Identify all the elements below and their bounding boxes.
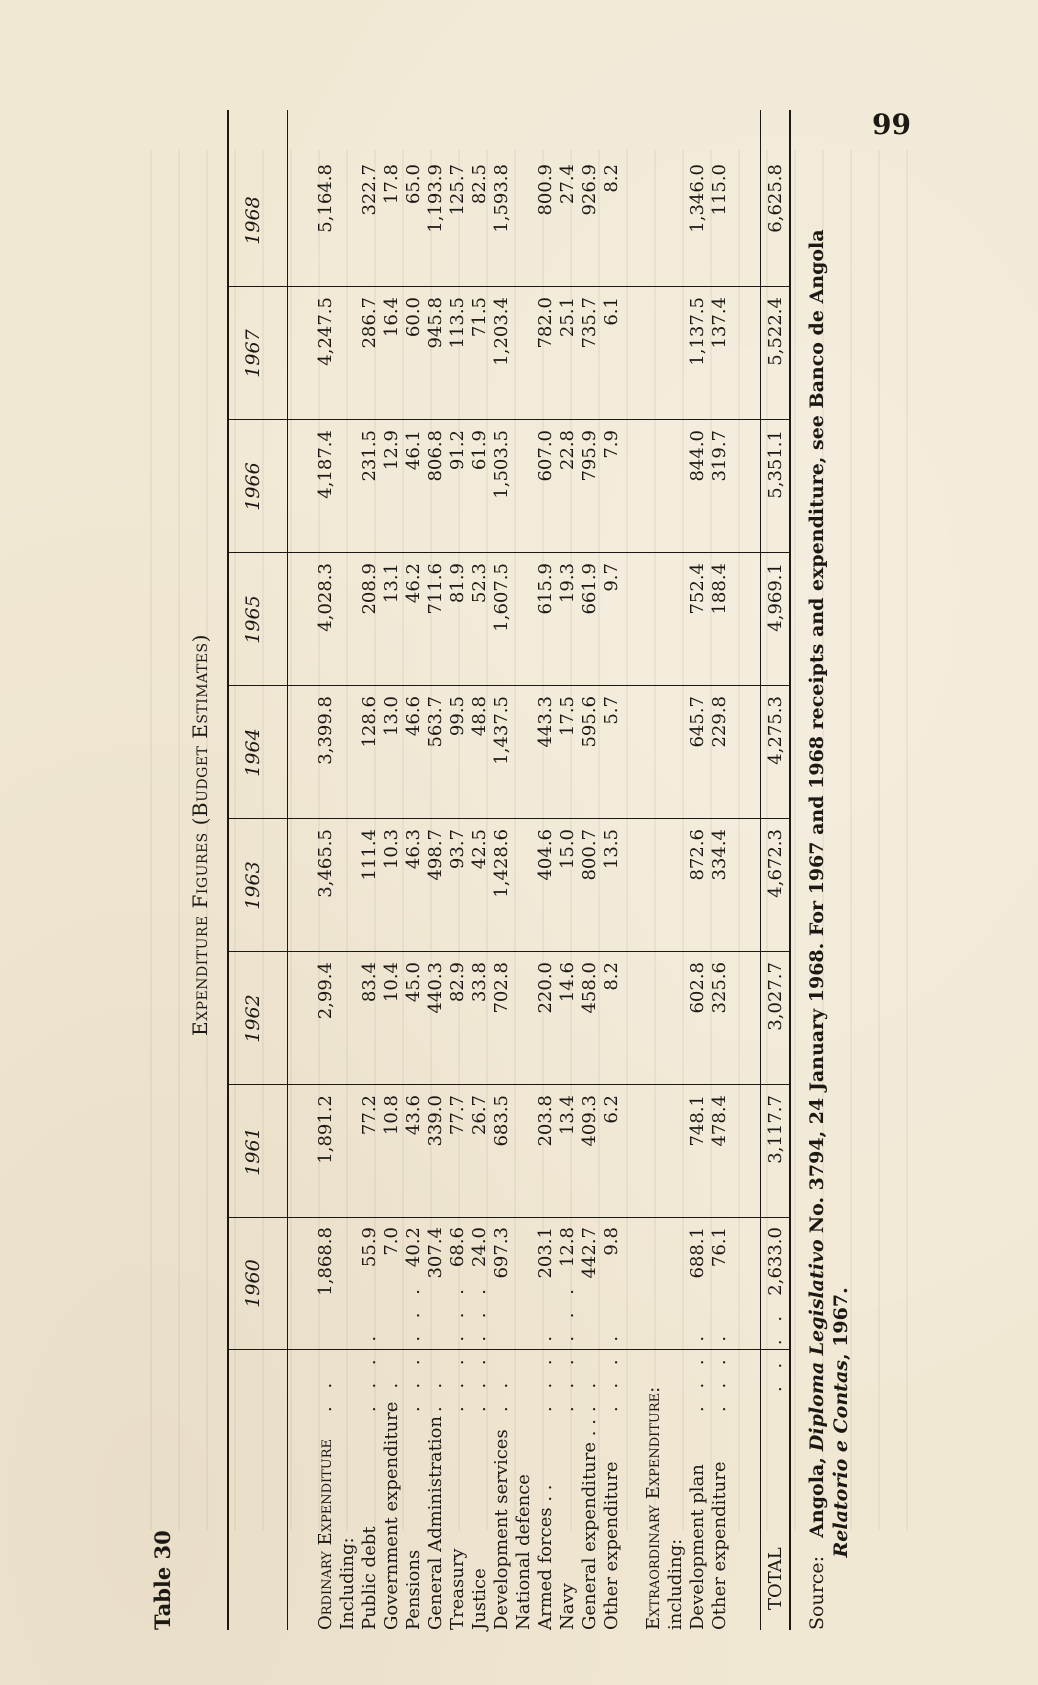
table-cell: 334.4 [709, 829, 730, 881]
table-cell: 404.6 [535, 829, 556, 881]
header-rule [287, 110, 288, 1630]
table-cell: 111.4 [359, 829, 380, 881]
table-cell: 229.8 [709, 696, 730, 748]
table-cell: 607.0 [535, 430, 556, 482]
column-rule [227, 818, 789, 819]
row-label [469, 1283, 491, 1630]
table-cell: 208.9 [359, 563, 380, 615]
table-cell: 752.4 [687, 563, 708, 615]
row-label [643, 1340, 665, 1630]
row-label [359, 1329, 381, 1630]
leader-dots: . . . . [359, 1329, 380, 1412]
column-rule [227, 1217, 789, 1218]
table-cell: 24.0 [469, 1227, 490, 1268]
leader-dots: . . . . . . [447, 1283, 468, 1412]
row-label-text: Ordinary Expenditure [315, 1438, 336, 1630]
table-cell: 1,346.0 [687, 164, 708, 233]
source-title-1: Diploma Legislativo [806, 1239, 828, 1452]
table-cell: 6.1 [601, 297, 622, 326]
table-cell: 26.7 [469, 1095, 490, 1136]
year-header: 1962 [242, 994, 264, 1043]
table-cell: 60.0 [403, 297, 424, 338]
table-cell: 46.1 [403, 430, 424, 471]
table-cell: 1,428.6 [491, 829, 512, 898]
table-cell: 203.8 [535, 1095, 556, 1147]
row-label [687, 1329, 709, 1630]
table-cell: 782.0 [535, 297, 556, 349]
table-cell: 478.4 [709, 1095, 730, 1147]
table-cell: 82.5 [469, 164, 490, 205]
table-cell: 42.5 [469, 829, 490, 870]
table-cell: 188.4 [709, 563, 730, 615]
table-cell: 8.2 [601, 962, 622, 991]
table-cell: 128.6 [359, 696, 380, 748]
row-label-text: including: [665, 1538, 686, 1630]
source-title-2: Relatorio e Contas [830, 1360, 852, 1558]
table-cell: 91.2 [447, 430, 468, 471]
rotated-table-block [30, 40, 852, 1630]
column-rule [227, 552, 789, 553]
table-cell: 1,868.8 [315, 1227, 336, 1296]
table-cell: 15.0 [557, 829, 578, 870]
table-cell: 48.8 [469, 696, 490, 737]
table-cell: 9.8 [601, 1227, 622, 1256]
table-cell: 43.6 [403, 1095, 424, 1136]
table-cell: 55.9 [359, 1227, 380, 1268]
leader-dots: . . . . [709, 1329, 730, 1412]
table-cell: 76.1 [709, 1227, 730, 1268]
year-header: 1966 [242, 462, 264, 511]
table-cell: 443.3 [535, 696, 556, 748]
table-cell: 325.6 [709, 962, 730, 1014]
table-cell: 615.9 [535, 563, 556, 615]
table-cell: 3,399.8 [315, 696, 336, 765]
table-cell: 844.0 [687, 430, 708, 482]
column-rule [227, 286, 789, 287]
year-header: 1964 [242, 728, 264, 777]
table-cell: 322.7 [359, 164, 380, 216]
source-prefix: Source: [806, 1555, 828, 1630]
table-cell: 4,969.1 [765, 563, 786, 632]
table-cell: 683.5 [491, 1095, 512, 1147]
table-cell: 286.7 [359, 297, 380, 349]
leader-dots: . . [579, 1376, 600, 1412]
leader-dots: . . . . . . [557, 1283, 578, 1412]
table-cell: 82.9 [447, 962, 468, 1003]
leader-dots: . . . . [765, 1309, 786, 1392]
column-rule [227, 951, 789, 952]
table-cell: 115.0 [709, 164, 730, 216]
row-label-text: Pensions [403, 1549, 424, 1630]
row-label-text: Public debt [359, 1526, 380, 1630]
table-cell: 702.8 [491, 962, 512, 1014]
row-label-text: TOTAL [765, 1547, 786, 1610]
table-cell: 68.6 [447, 1227, 468, 1268]
table-cell: 10.3 [381, 829, 402, 870]
table-cell: 9.7 [601, 563, 622, 592]
table-heading: Expenditure Figures (Budget Estimates) [188, 634, 212, 1036]
row-label-text: Government expenditure [381, 1401, 402, 1630]
table-cell: 442.7 [579, 1227, 600, 1279]
row-label [579, 1340, 601, 1630]
table-cell: 661.9 [579, 563, 600, 615]
table-cell: 800.9 [535, 164, 556, 216]
row-label [403, 1283, 425, 1630]
table-cell: 13.1 [381, 563, 402, 604]
table-cell: 46.2 [403, 563, 424, 604]
row-label-text: Development services [491, 1429, 512, 1630]
row-label [315, 1340, 337, 1630]
table-cell: 498.7 [425, 829, 446, 881]
leader-dots: . . [425, 1376, 446, 1412]
table-cell: 748.1 [687, 1095, 708, 1147]
table-cell: 203.1 [535, 1227, 556, 1279]
table-cell: 125.7 [447, 164, 468, 216]
source-text-before: Angola, [806, 1457, 828, 1538]
table-cell: 458.0 [579, 962, 600, 1014]
table-cell: 77.2 [359, 1095, 380, 1136]
table-cell: 2,633.0 [765, 1227, 786, 1296]
table-cell: 6,625.8 [765, 164, 786, 233]
table-cell: 1,437.5 [491, 696, 512, 765]
table-cell: 1,891.2 [315, 1095, 336, 1164]
table-cell: 17.5 [557, 696, 578, 737]
page-number: 99 [872, 108, 911, 141]
row-label-text: Other expenditure [709, 1461, 730, 1630]
table-cell: 12.9 [381, 430, 402, 471]
table-cell: 307.4 [425, 1227, 446, 1279]
table-cell: 945.8 [425, 297, 446, 349]
table-cell: 7.9 [601, 430, 622, 459]
leader-dots: . . [381, 1376, 402, 1412]
table-cell: 319.7 [709, 430, 730, 482]
table-cell: 3,465.5 [315, 829, 336, 898]
table-cell: 19.3 [557, 563, 578, 604]
source-text-after: , 1967. [830, 1287, 852, 1361]
table-cell: 926.9 [579, 164, 600, 216]
row-label [381, 1340, 403, 1630]
table-cell: 40.2 [403, 1227, 424, 1268]
table-cell: 6.2 [601, 1095, 622, 1124]
row-label-text: National defence [513, 1474, 534, 1630]
table-cell: 800.7 [579, 829, 600, 881]
table-cell: 1,137.5 [687, 297, 708, 366]
table-cell: 93.7 [447, 829, 468, 870]
table-cell: 5,522.4 [765, 297, 786, 366]
table-cell: 61.9 [469, 430, 490, 471]
table-cell: 795.9 [579, 430, 600, 482]
table-cell: 7.0 [381, 1227, 402, 1256]
row-label-text: Development plan [687, 1464, 708, 1630]
row-label-text: General expenditure . . [579, 1419, 600, 1630]
table-cell: 4,187.4 [315, 430, 336, 499]
table-cell: 735.7 [579, 297, 600, 349]
table-cell: 46.3 [403, 829, 424, 870]
table-cell: 137.4 [709, 297, 730, 349]
table-cell: 83.4 [359, 962, 380, 1003]
table-cell: 645.7 [687, 696, 708, 748]
table-cell: 13.4 [557, 1095, 578, 1136]
table-cell: 4,672.3 [765, 829, 786, 898]
table-cell: 1,607.5 [491, 563, 512, 632]
table-cell: 697.3 [491, 1227, 512, 1279]
table-cell: 563.7 [425, 696, 446, 748]
table-cell: 10.4 [381, 962, 402, 1003]
table-cell: 5,351.1 [765, 430, 786, 499]
table-cell: 45.0 [403, 962, 424, 1003]
year-header: 1968 [242, 196, 264, 245]
column-rule [227, 1349, 789, 1350]
row-label [709, 1329, 731, 1630]
table-cell: 3,027.7 [765, 962, 786, 1031]
table-cell: 5,164.8 [315, 164, 336, 233]
table-cell: 595.6 [579, 696, 600, 748]
table-cell: 872.6 [687, 829, 708, 881]
row-label [535, 1329, 557, 1630]
table-cell: 1,593.8 [491, 164, 512, 233]
leader-dots: . . [315, 1376, 336, 1412]
row-label-text: Treasury [447, 1548, 468, 1630]
table-cell: 77.7 [447, 1095, 468, 1136]
table-cell: 4,247.5 [315, 297, 336, 366]
source-text-middle: No. 3794, 24 January 1968. For 1967 and 1968 receipts and expenditure, see Banco de Angola [806, 229, 828, 1234]
row-label [665, 1340, 687, 1630]
leader-dots: . . . . [687, 1329, 708, 1412]
leader-dots: . . . . [535, 1329, 556, 1412]
table-cell: 1,503.5 [491, 430, 512, 499]
column-rule [227, 685, 789, 686]
table-cell: 688.1 [687, 1227, 708, 1279]
table-cell: 12.8 [557, 1227, 578, 1268]
table-label: Table 30 [150, 1530, 175, 1630]
table-cell: 17.8 [381, 164, 402, 205]
table-cell: 409.3 [579, 1095, 600, 1147]
table-cell: 13.0 [381, 696, 402, 737]
table-cell: 1,193.9 [425, 164, 446, 233]
table-cell: 3,117.7 [765, 1095, 786, 1164]
row-label [337, 1340, 359, 1630]
table-cell: 711.6 [425, 563, 446, 615]
table-cell: 2,99.4 [315, 962, 336, 1020]
table-cell: 231.5 [359, 430, 380, 482]
leader-dots: . . . . . . [403, 1283, 424, 1412]
row-label [447, 1283, 469, 1630]
table-cell: 46.6 [403, 696, 424, 737]
row-label [557, 1283, 579, 1630]
leader-dots: . . . . [601, 1329, 622, 1412]
source-note [805, 150, 853, 1630]
row-label-text: Armed forces . . [535, 1484, 556, 1630]
table-cell: 81.9 [447, 563, 468, 604]
table-cell: 65.0 [403, 164, 424, 205]
leader-dots: . . . . . . [469, 1283, 490, 1412]
table-cell: 113.5 [447, 297, 468, 349]
row-label-text: Justice [469, 1568, 490, 1630]
row-label-text: Other expenditure [601, 1461, 622, 1630]
table-cell: 16.4 [381, 297, 402, 338]
row-label [425, 1340, 447, 1630]
leader-dots: . . [491, 1376, 512, 1412]
table-cell: 5.7 [601, 696, 622, 725]
table-cell: 4,275.3 [765, 696, 786, 765]
table-cell: 220.0 [535, 962, 556, 1014]
table-cell: 22.8 [557, 430, 578, 471]
table-cell: 440.3 [425, 962, 446, 1014]
column-rule [227, 419, 789, 420]
column-rule [227, 1084, 789, 1085]
row-label [765, 1309, 787, 1610]
table-cell: 52.3 [469, 563, 490, 604]
table-cell: 33.8 [469, 962, 490, 1003]
row-label [513, 1340, 535, 1630]
table-cell: 99.5 [447, 696, 468, 737]
year-header: 1960 [242, 1259, 264, 1308]
table-cell: 4,028.3 [315, 563, 336, 632]
year-header: 1965 [242, 595, 264, 644]
row-label-text: Extraordinary Expenditure: [643, 1386, 664, 1630]
year-header: 1967 [242, 329, 264, 378]
row-label [491, 1340, 513, 1630]
table-cell: 602.8 [687, 962, 708, 1014]
total-rule [760, 110, 761, 1630]
table-cell: 10.8 [381, 1095, 402, 1136]
table-cell: 27.4 [557, 164, 578, 205]
year-header: 1961 [242, 1127, 264, 1176]
table-cell: 339.0 [425, 1095, 446, 1147]
table-cell: 1,203.4 [491, 297, 512, 366]
table-cell: 71.5 [469, 297, 490, 338]
row-label-text: Including: [337, 1537, 358, 1630]
table-cell: 8.2 [601, 164, 622, 193]
row-label-text: Navy [557, 1583, 578, 1630]
table-cell: 13.5 [601, 829, 622, 870]
table-cell: 14.6 [557, 962, 578, 1003]
table-cell: 25.1 [557, 297, 578, 338]
table-cell: 806.8 [425, 430, 446, 482]
row-label [601, 1329, 623, 1630]
year-header: 1963 [242, 861, 264, 910]
row-label-text: General Administration [425, 1415, 446, 1630]
